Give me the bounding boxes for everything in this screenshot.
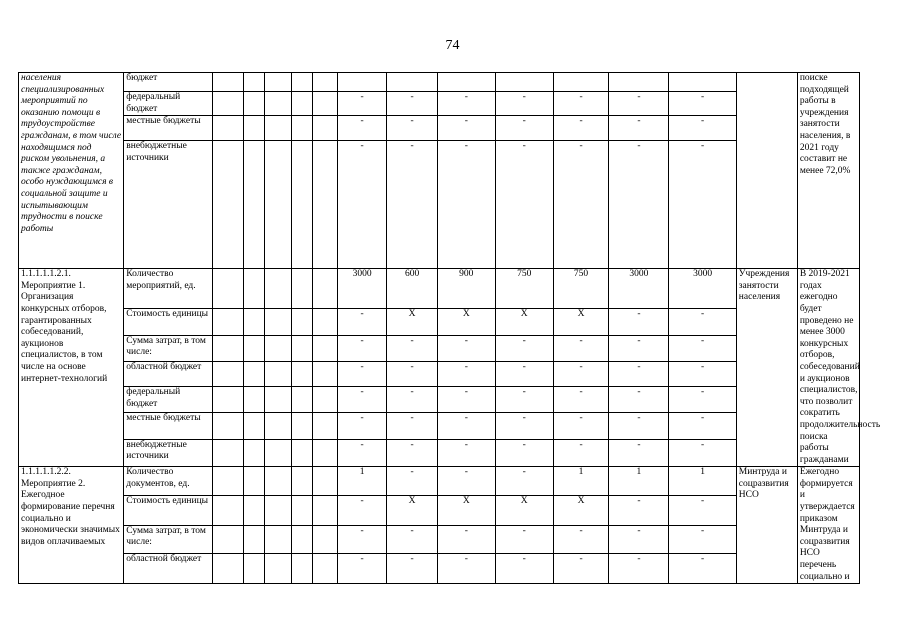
empty-cell — [312, 361, 337, 386]
empty-cell — [244, 269, 265, 309]
value-cell — [437, 73, 495, 92]
table-row — [19, 309, 860, 335]
value-cell: 3000 — [609, 269, 669, 309]
value-cell: - — [609, 387, 669, 413]
value-cell: - — [669, 387, 736, 413]
value-cell: - — [609, 413, 669, 439]
value-cell: - — [553, 116, 609, 141]
empty-cell — [291, 361, 312, 386]
empty-cell — [291, 335, 312, 361]
value-cell: - — [495, 553, 553, 583]
empty-cell — [291, 496, 312, 525]
value-cell: - — [609, 309, 669, 335]
table-body — [19, 73, 881, 584]
indicator-label: местные бюджеты — [124, 116, 212, 141]
empty-cell — [291, 309, 312, 335]
indicator-label: Количество документов, ед. — [124, 467, 212, 496]
table-row — [19, 413, 860, 439]
empty-cell — [291, 467, 312, 496]
indicator-label: бюджет — [124, 73, 212, 92]
empty-cell — [244, 553, 265, 583]
value-cell: - — [437, 335, 495, 361]
empty-cell — [312, 387, 337, 413]
empty-cell — [291, 553, 312, 583]
value-cell: - — [437, 387, 495, 413]
value-cell: X — [553, 309, 609, 335]
table-row — [19, 553, 860, 583]
empty-cell — [265, 73, 291, 92]
value-cell: - — [495, 141, 553, 269]
value-cell: 900 — [437, 269, 495, 309]
empty-cell — [244, 496, 265, 525]
empty-cell — [291, 92, 312, 116]
empty-cell — [265, 496, 291, 525]
indicator-label: федеральный бюджет — [124, 92, 212, 116]
empty-cell — [212, 309, 244, 335]
value-cell: - — [387, 525, 438, 553]
empty-cell — [212, 335, 244, 361]
value-cell: - — [337, 439, 386, 466]
value-cell: 1 — [609, 467, 669, 496]
value-cell: X — [495, 309, 553, 335]
value-cell: - — [669, 116, 736, 141]
value-cell: - — [337, 387, 386, 413]
value-cell: - — [495, 439, 553, 466]
value-cell — [609, 73, 669, 92]
empty-cell — [244, 361, 265, 386]
table-row — [19, 361, 860, 386]
empty-cell — [212, 387, 244, 413]
value-cell: X — [553, 496, 609, 525]
empty-cell — [212, 525, 244, 553]
value-cell: - — [437, 525, 495, 553]
empty-cell — [291, 413, 312, 439]
value-cell: - — [387, 387, 438, 413]
program-table — [18, 72, 881, 584]
empty-cell — [244, 73, 265, 92]
empty-cell — [265, 141, 291, 269]
expected-result: поиске подходящей работы в учреждения занятости населения, в 2021 году составит не менее 72,0% — [797, 73, 859, 269]
indicator-label: местные бюджеты — [124, 413, 212, 439]
value-cell: - — [495, 116, 553, 141]
value-cell: - — [387, 467, 438, 496]
empty-cell — [312, 467, 337, 496]
empty-cell — [265, 413, 291, 439]
empty-cell — [291, 439, 312, 466]
empty-cell — [312, 335, 337, 361]
table-row — [19, 439, 860, 466]
value-cell: - — [495, 92, 553, 116]
value-cell: - — [553, 335, 609, 361]
value-cell: - — [337, 413, 386, 439]
activity-description: 1.1.1.1.1.2.1. Мероприятие 1. Организация конкурсных отборов, гарантированных собеседований, аукционов специалистов, в том числе на основе интернет-технологий — [19, 269, 124, 467]
value-cell: 750 — [495, 269, 553, 309]
empty-cell — [244, 387, 265, 413]
value-cell — [495, 73, 553, 92]
empty-cell — [291, 116, 312, 141]
value-cell: - — [669, 141, 736, 269]
value-cell: 3000 — [669, 269, 736, 309]
empty-cell — [244, 439, 265, 466]
empty-cell — [212, 467, 244, 496]
value-cell: - — [387, 553, 438, 583]
value-cell: - — [553, 141, 609, 269]
empty-cell — [212, 116, 244, 141]
empty-cell — [312, 92, 337, 116]
indicator-label: Стоимость единицы — [124, 496, 212, 525]
empty-cell — [212, 269, 244, 309]
value-cell: X — [495, 496, 553, 525]
empty-cell — [312, 525, 337, 553]
value-cell: - — [437, 553, 495, 583]
empty-cell — [244, 413, 265, 439]
value-cell: - — [609, 361, 669, 386]
value-cell: - — [387, 439, 438, 466]
executor-cell: Учреждения занятости населения — [736, 269, 797, 467]
empty-cell — [212, 361, 244, 386]
value-cell: - — [437, 413, 495, 439]
value-cell: - — [495, 387, 553, 413]
empty-cell — [212, 413, 244, 439]
empty-cell — [244, 92, 265, 116]
indicator-label: Количество мероприятий, ед. — [124, 269, 212, 309]
value-cell: - — [609, 141, 669, 269]
empty-cell — [291, 141, 312, 269]
value-cell: 750 — [553, 269, 609, 309]
empty-cell — [312, 309, 337, 335]
empty-cell — [265, 387, 291, 413]
value-cell: - — [609, 92, 669, 116]
value-cell: - — [387, 335, 438, 361]
empty-cell — [312, 269, 337, 309]
value-cell: - — [669, 413, 736, 439]
value-cell: X — [387, 496, 438, 525]
indicator-label: Сумма затрат, в том числе: — [124, 335, 212, 361]
indicator-label: Стоимость единицы — [124, 309, 212, 335]
empty-cell — [312, 553, 337, 583]
empty-cell — [244, 141, 265, 269]
empty-cell — [312, 439, 337, 466]
value-cell: - — [337, 309, 386, 335]
value-cell: 3000 — [337, 269, 386, 309]
empty-cell — [265, 439, 291, 466]
value-cell: - — [437, 467, 495, 496]
empty-cell — [265, 116, 291, 141]
indicator-label: федеральный бюджет — [124, 387, 212, 413]
value-cell: - — [669, 309, 736, 335]
empty-cell — [212, 92, 244, 116]
value-cell: - — [437, 439, 495, 466]
empty-cell — [212, 439, 244, 466]
empty-cell — [291, 387, 312, 413]
indicator-label: внебюджетные источники — [124, 439, 212, 466]
value-cell — [553, 73, 609, 92]
value-cell: - — [437, 116, 495, 141]
expected-result: Ежегодно формируется и утверждается приказом Минтруда и соцразвития НСО перечень социально и — [797, 467, 859, 584]
value-cell: - — [553, 413, 609, 439]
empty-cell — [291, 525, 312, 553]
value-cell — [387, 73, 438, 92]
value-cell: X — [387, 309, 438, 335]
value-cell: - — [337, 116, 386, 141]
value-cell: - — [337, 92, 386, 116]
value-cell: - — [337, 525, 386, 553]
value-cell: - — [495, 361, 553, 386]
empty-cell — [291, 269, 312, 309]
value-cell: - — [553, 361, 609, 386]
table-row — [19, 73, 860, 92]
empty-cell — [212, 496, 244, 525]
empty-cell — [244, 525, 265, 553]
activity-description: населения специализированных мероприятий по оказанию помощи в трудоустройстве гражданам, в том числе находящимся под риском увольнения, а также гражданам, особо нуждающимся в социальной защите и испытывающим трудности в поиске работы — [19, 73, 124, 269]
table-row — [19, 525, 860, 553]
value-cell: - — [387, 92, 438, 116]
value-cell: - — [387, 413, 438, 439]
empty-cell — [291, 73, 312, 92]
value-cell — [337, 73, 386, 92]
empty-cell — [312, 141, 337, 269]
value-cell — [669, 73, 736, 92]
table-row — [19, 496, 860, 525]
empty-cell — [265, 525, 291, 553]
value-cell: 1 — [337, 467, 386, 496]
table-row — [19, 116, 860, 141]
empty-cell — [265, 361, 291, 386]
value-cell: - — [609, 335, 669, 361]
value-cell: - — [553, 553, 609, 583]
executor-cell — [736, 73, 797, 269]
value-cell: - — [669, 92, 736, 116]
value-cell: - — [669, 439, 736, 466]
table-row — [19, 141, 860, 269]
empty-cell — [312, 73, 337, 92]
empty-cell — [265, 335, 291, 361]
empty-cell — [244, 116, 265, 141]
value-cell: - — [495, 413, 553, 439]
value-cell: 1 — [669, 467, 736, 496]
empty-cell — [312, 496, 337, 525]
empty-cell — [312, 116, 337, 141]
value-cell: - — [437, 361, 495, 386]
value-cell: - — [609, 525, 669, 553]
value-cell: - — [495, 467, 553, 496]
value-cell: - — [495, 525, 553, 553]
table-row — [19, 335, 860, 361]
empty-cell — [265, 309, 291, 335]
value-cell: - — [669, 361, 736, 386]
value-cell: - — [387, 116, 438, 141]
empty-cell — [265, 92, 291, 116]
table-row — [19, 387, 860, 413]
value-cell: - — [337, 141, 386, 269]
value-cell: - — [337, 496, 386, 525]
page-number: 74 — [445, 38, 460, 53]
value-cell: - — [609, 553, 669, 583]
empty-cell — [244, 335, 265, 361]
value-cell: - — [553, 439, 609, 466]
expected-result: В 2019-2021 годах ежегодно будет проведено не менее 3000 конкурсных отборов, собеседований и аукционов специалистов, что позволит сократить продолжительность поиска работы гражданами — [797, 269, 859, 467]
value-cell: - — [609, 439, 669, 466]
empty-cell — [212, 553, 244, 583]
value-cell: - — [553, 92, 609, 116]
indicator-label: внебюджетные источники — [124, 141, 212, 269]
empty-cell — [265, 269, 291, 309]
value-cell: 600 — [387, 269, 438, 309]
value-cell: - — [669, 496, 736, 525]
table-row — [19, 92, 860, 116]
value-cell: X — [437, 496, 495, 525]
value-cell: X — [437, 309, 495, 335]
executor-cell: Минтруда и соцразвития НСО — [736, 467, 797, 584]
value-cell: - — [337, 361, 386, 386]
value-cell: - — [553, 387, 609, 413]
table-row — [19, 467, 860, 496]
value-cell: - — [669, 525, 736, 553]
value-cell: - — [387, 141, 438, 269]
indicator-label: областной бюджет — [124, 361, 212, 386]
indicator-label: областной бюджет — [124, 553, 212, 583]
indicator-label: Сумма затрат, в том числе: — [124, 525, 212, 553]
value-cell: - — [437, 92, 495, 116]
value-cell: - — [495, 335, 553, 361]
value-cell: - — [669, 553, 736, 583]
value-cell: - — [669, 335, 736, 361]
empty-cell — [212, 141, 244, 269]
value-cell: 1 — [553, 467, 609, 496]
empty-cell — [244, 467, 265, 496]
value-cell: - — [337, 335, 386, 361]
value-cell: - — [337, 553, 386, 583]
empty-cell — [265, 467, 291, 496]
value-cell: - — [553, 525, 609, 553]
empty-cell — [265, 553, 291, 583]
activity-description: 1.1.1.1.1.2.2. Мероприятие 2. Ежегодное формирование перечня социально и экономически значимых видов оплачиваемых — [19, 467, 124, 584]
table-row — [19, 269, 860, 309]
empty-cell — [244, 309, 265, 335]
value-cell: - — [609, 496, 669, 525]
value-cell: - — [609, 116, 669, 141]
empty-cell — [312, 413, 337, 439]
value-cell: - — [387, 361, 438, 386]
value-cell: - — [437, 141, 495, 269]
empty-cell — [212, 73, 244, 92]
